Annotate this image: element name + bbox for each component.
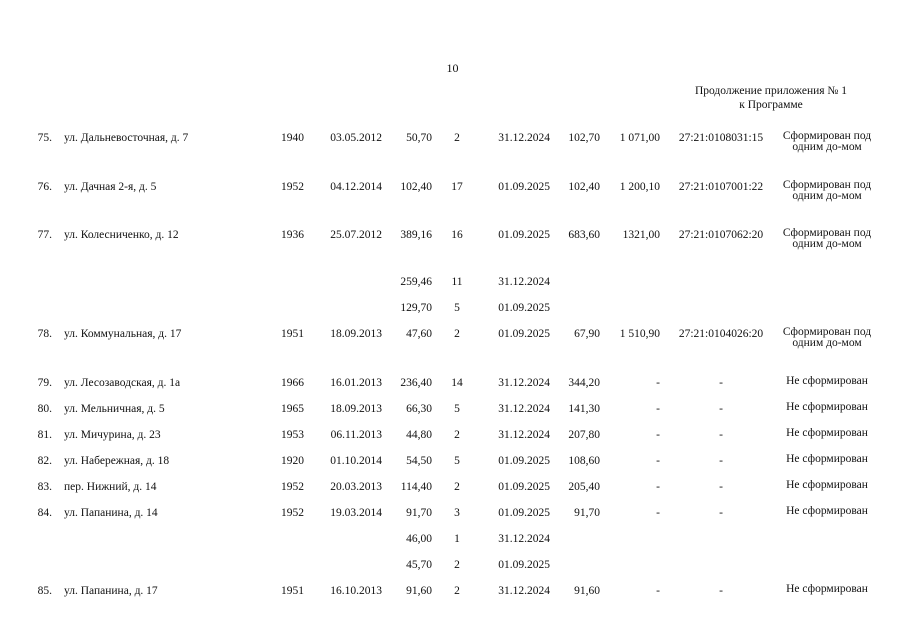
row-people: 1: [454, 533, 460, 545]
row-address: ул. Лесозаводская, д. 1а: [64, 377, 181, 389]
row-deadline: 01.09.2025: [498, 328, 550, 340]
row-area-3: -: [656, 377, 660, 389]
row-area: 54,50: [406, 455, 432, 467]
row-year: 1952: [281, 481, 304, 493]
row-number: 77.: [37, 229, 52, 241]
row-deadline: 01.09.2025: [498, 181, 550, 193]
appendix-note: [671, 84, 871, 112]
row-cadastral: 27:21:0107062:20: [678, 229, 764, 241]
row-people: 17: [451, 181, 463, 193]
row-deadline: 31.12.2024: [498, 429, 550, 441]
row-number: 80.: [37, 403, 52, 415]
row-number: 78.: [37, 328, 52, 340]
row-number: 83.: [37, 481, 52, 493]
row-people: 16: [451, 229, 463, 241]
table-row: [0, 584, 905, 624]
row-number: 76.: [37, 181, 52, 193]
table-row: [0, 131, 905, 171]
row-address: ул. Колесниченко, д. 12: [64, 229, 179, 241]
row-date: 19.03.2014: [330, 507, 382, 519]
page-number: 10: [446, 61, 459, 75]
row-area: 50,70: [406, 132, 432, 144]
row-cadastral: -: [719, 403, 723, 415]
row-status: Сформирован под одним до-мом: [782, 130, 872, 153]
row-cadastral: -: [719, 429, 723, 441]
row-people: 3: [454, 507, 460, 519]
appendix-line-1: Продолжение приложения № 1: [694, 85, 848, 97]
row-status: Не сформирован: [786, 583, 868, 595]
row-area-3: 1 510,90: [619, 328, 660, 340]
row-area-3: -: [656, 429, 660, 441]
row-area: 45,70: [406, 559, 432, 571]
row-number: 79.: [37, 377, 52, 389]
row-area-2: 344,20: [568, 377, 600, 389]
row-year: 1966: [281, 377, 304, 389]
row-area: 259,46: [400, 276, 432, 288]
row-deadline: 31.12.2024: [498, 132, 550, 144]
row-status: Сформирован под одним до-мом: [782, 179, 872, 202]
row-year: 1965: [281, 403, 304, 415]
row-people: 2: [454, 559, 460, 571]
row-date: 04.12.2014: [330, 181, 382, 193]
row-address: ул. Набережная, д. 18: [64, 455, 170, 467]
row-address: ул. Дачная 2-я, д. 5: [64, 181, 157, 193]
row-address: ул. Коммунальная, д. 17: [64, 328, 182, 340]
row-status: Не сформирован: [786, 427, 868, 439]
row-date: 01.10.2014: [330, 455, 382, 467]
row-cadastral: -: [719, 481, 723, 493]
row-area-3: 1 200,10: [619, 181, 660, 193]
row-year: 1952: [281, 507, 304, 519]
row-area-3: -: [656, 585, 660, 597]
row-date: 18.09.2013: [330, 328, 382, 340]
row-date: 16.01.2013: [330, 377, 382, 389]
row-area-3: -: [656, 455, 660, 467]
row-people: 2: [454, 481, 460, 493]
appendix-line-2: к Программе: [739, 99, 803, 111]
row-deadline: 01.09.2025: [498, 229, 550, 241]
row-area-3: -: [656, 507, 660, 519]
table-row: [0, 327, 905, 367]
row-area-3: 1321,00: [622, 229, 660, 241]
row-area: 91,70: [406, 507, 432, 519]
row-people: 2: [454, 132, 460, 144]
row-area: 44,80: [406, 429, 432, 441]
row-area: 389,16: [400, 229, 432, 241]
row-address: ул. Папанина, д. 14: [64, 507, 158, 519]
row-deadline: 01.09.2025: [498, 302, 550, 314]
row-people: 2: [454, 328, 460, 340]
row-area: 114,40: [400, 481, 432, 493]
row-area-2: 102,70: [568, 132, 600, 144]
row-area-2: 91,70: [574, 507, 600, 519]
row-area-2: 141,30: [568, 403, 600, 415]
row-people: 2: [454, 585, 460, 597]
row-year: 1940: [281, 132, 304, 144]
row-date: 20.03.2013: [330, 481, 382, 493]
row-area-2: 205,40: [568, 481, 600, 493]
row-year: 1953: [281, 429, 304, 441]
row-cadastral: -: [719, 507, 723, 519]
row-year: 1951: [281, 585, 304, 597]
row-area: 46,00: [406, 533, 432, 545]
row-status: Не сформирован: [786, 505, 868, 517]
row-area: 91,60: [406, 585, 432, 597]
row-number: 75.: [37, 132, 52, 144]
row-status: Сформирован под одним до-мом: [782, 227, 872, 250]
row-area-2: 91,60: [574, 585, 600, 597]
row-people: 2: [454, 429, 460, 441]
row-deadline: 01.09.2025: [498, 481, 550, 493]
row-deadline: 31.12.2024: [498, 585, 550, 597]
row-date: 18.09.2013: [330, 403, 382, 415]
row-year: 1936: [281, 229, 304, 241]
row-people: 14: [451, 377, 463, 389]
row-area-2: 108,60: [568, 455, 600, 467]
row-year: 1920: [281, 455, 304, 467]
row-area: 47,60: [406, 328, 432, 340]
row-people: 5: [454, 403, 460, 415]
row-area: 236,40: [400, 377, 432, 389]
row-deadline: 31.12.2024: [498, 276, 550, 288]
row-area: 102,40: [400, 181, 432, 193]
table-row: [0, 228, 905, 268]
row-area-3: -: [656, 481, 660, 493]
row-area-3: -: [656, 403, 660, 415]
row-area-2: 207,80: [568, 429, 600, 441]
table-row: [0, 180, 905, 220]
row-date: 06.11.2013: [330, 429, 382, 441]
row-status: Не сформирован: [786, 479, 868, 491]
row-deadline: 01.09.2025: [498, 455, 550, 467]
row-number: 84.: [37, 507, 52, 519]
row-deadline: 31.12.2024: [498, 377, 550, 389]
row-area-2: 67,90: [574, 328, 600, 340]
row-address: ул. Дальневосточная, д. 7: [64, 132, 189, 144]
row-address: ул. Папанина, д. 17: [64, 585, 158, 597]
row-year: 1951: [281, 328, 304, 340]
row-deadline: 01.09.2025: [498, 507, 550, 519]
row-date: 03.05.2012: [330, 132, 382, 144]
row-area-2: 683,60: [568, 229, 600, 241]
row-address: ул. Мичурина, д. 23: [64, 429, 161, 441]
row-year: 1952: [281, 181, 304, 193]
row-area: 66,30: [406, 403, 432, 415]
row-people: 11: [451, 276, 463, 288]
row-status: Не сформирован: [786, 375, 868, 387]
row-people: 5: [454, 455, 460, 467]
row-number: 82.: [37, 455, 52, 467]
row-deadline: 31.12.2024: [498, 403, 550, 415]
row-status: Не сформирован: [786, 401, 868, 413]
row-date: 16.10.2013: [330, 585, 382, 597]
row-people: 5: [454, 302, 460, 314]
row-address: ул. Мельничная, д. 5: [64, 403, 165, 415]
row-deadline: 31.12.2024: [498, 533, 550, 545]
row-number: 85.: [37, 585, 52, 597]
row-cadastral: -: [719, 377, 723, 389]
row-cadastral: -: [719, 585, 723, 597]
row-status: Сформирован под одним до-мом: [782, 326, 872, 349]
row-cadastral: 27:21:0107001:22: [678, 181, 764, 193]
row-status: Не сформирован: [786, 453, 868, 465]
row-number: 81.: [37, 429, 52, 441]
row-area-2: 102,40: [568, 181, 600, 193]
row-cadastral: 27:21:0104026:20: [678, 328, 764, 340]
row-address: пер. Нижний, д. 14: [64, 481, 157, 493]
row-area-3: 1 071,00: [619, 132, 660, 144]
row-deadline: 01.09.2025: [498, 559, 550, 571]
row-cadastral: 27:21:0108031:15: [678, 132, 764, 144]
row-cadastral: -: [719, 455, 723, 467]
row-date: 25.07.2012: [330, 229, 382, 241]
row-area: 129,70: [400, 302, 432, 314]
